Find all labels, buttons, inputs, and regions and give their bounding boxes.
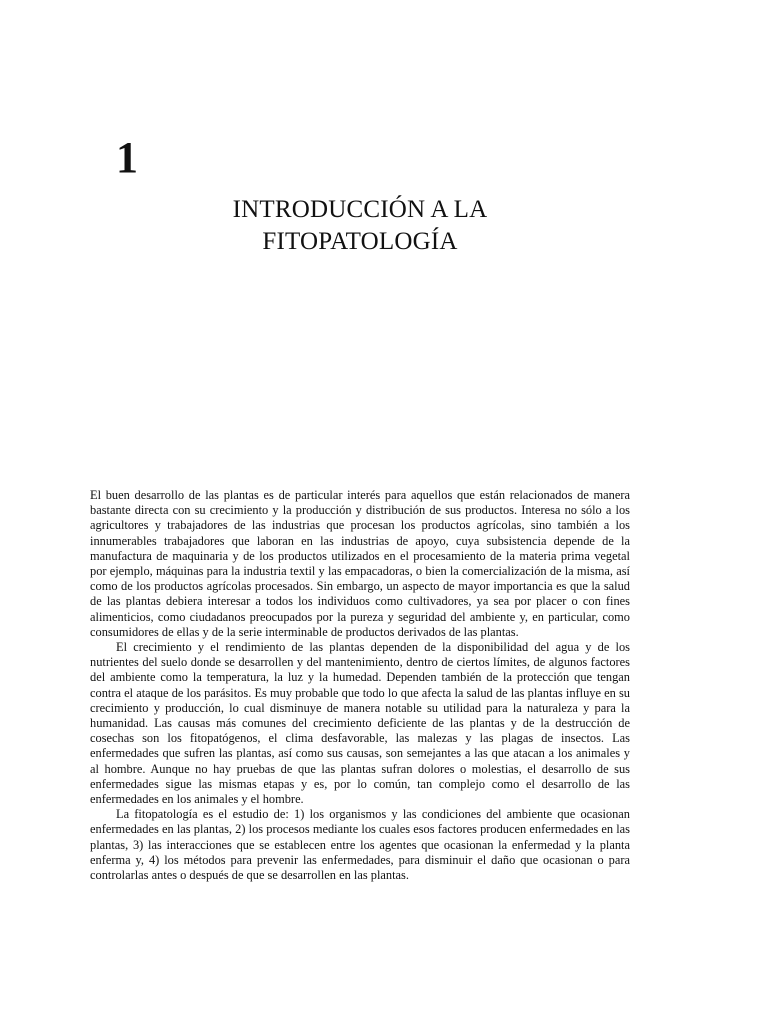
chapter-title-line-2: FITOPATOLOGÍA [262, 228, 458, 255]
chapter-title-line-1: INTRODUCCIÓN A LA [232, 196, 488, 223]
chapter-number: 1 [116, 133, 138, 182]
paragraph-1: El buen desarrollo de las plantas es de particular interés para aquellos que están relacionados de manera bastante directa con su crecimiento y la producción y distribución de sus productos. Interesa no sólo a los agricultores y trabajadores de las industrias que procesan los productos agrícolas, sino también a los innumerables trabajadores que laboran en las industrias de apoyo, cuya subsistencia depende de la manufactura de maquinaria y de los productos utilizados en el procesamiento de la materia prima vegetal por ejemplo, máquinas para la industria textil y las empacadoras, o bien la comercialización de la misma, así como de los productos agrícolas procesados. Sin embargo, un aspecto de mayor importancia es que la salud de las plantas debiera interesar a todos los individuos como cultivadores, ya sea por placer o con fines alimenticios, como ciudadanos preocupados por la pureza y seguridad del ambiente y, en particular, como consumidores de ellas y de la serie interminable de productos derivados de las plantas. [90, 488, 630, 639]
paragraph-2: El crecimiento y el rendimiento de las plantas dependen de la disponibilidad del agua y de los nutrientes del suelo donde se desarrollen y del mantenimiento, dentro de ciertos límites, de algunos factores del ambiente como la temperatura, la luz y la humedad. Dependen también de la protección que tengan contra el ataque de los parásitos. Es muy probable que todo lo que afecta la salud de las plantas influye en su crecimiento y producción, lo cual disminuye de manera notable su utilidad para la naturaleza y para la humanidad. Las causas más comunes del crecimiento deficiente de las plantas y de la destrucción de cosechas son los fitopatógenos, el clima desfavorable, las malezas y las plagas de insectos. Las enfermedades que sufren las plantas, así como sus causas, son semejantes a las que atacan a los animales y al hombre. Aunque no hay pruebas de que las plantas sufran dolores o molestias, el desarrollo de sus enfermedades sigue las mismas etapas y es, por lo común, tan complejo como el desarrollo de las enfermedades en los animales y el hombre. [90, 640, 630, 807]
paragraph-3: La fitopatología es el estudio de: 1) los organismos y las condiciones del ambiente que ocasionan enfermedades en las plantas, 2) los procesos mediante los cuales esos factores producen enfermedades en las plantas, 3) las interacciones que se establecen entre los agentes que ocasionan la enfermedad y la planta enferma y, 4) los métodos para prevenir las enfermedades, para disminuir el daño que ocasionan o para controlarlas antes o después de que se desarrollen en las plantas. [90, 807, 630, 883]
body-text [90, 488, 630, 883]
chapter-title [160, 194, 560, 258]
